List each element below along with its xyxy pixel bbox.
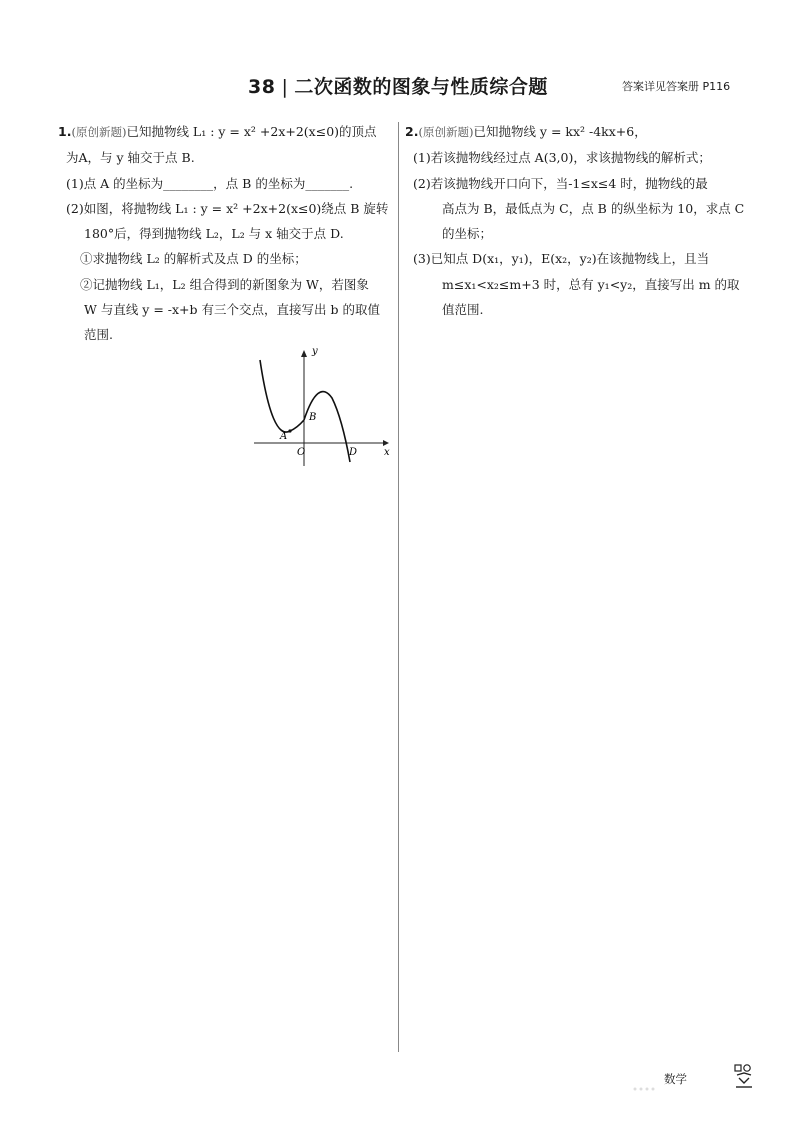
- point-d-label: D: [349, 447, 358, 458]
- question-1-sub-1: ①求抛物线 L₂ 的解析式及点 D 的坐标；: [80, 251, 307, 267]
- x-axis-label: x: [384, 447, 390, 458]
- question-2-line-1: [405, 119, 755, 145]
- subject-label: 数学: [664, 1072, 687, 1086]
- question-1-line-1: [58, 119, 390, 145]
- y-axis-arrow: [301, 350, 307, 357]
- page-title: [248, 72, 548, 99]
- question-1-sub-2: ②记抛物线 L₁，L₂ 组合得到的新图象为 W，若图象: [80, 276, 369, 292]
- page-header: [0, 70, 800, 104]
- question-2-part-1: (1)若该抛物线经过点 A(3,0)，求该抛物线的解析式；: [413, 150, 711, 166]
- question-2-part-3-end: 值范围.: [442, 302, 484, 318]
- title-separator: |: [281, 76, 289, 98]
- question-1: [58, 119, 390, 348]
- answer-reference: 答案详见答案册 P116: [622, 80, 731, 93]
- point-a-label: A: [280, 431, 288, 442]
- question-2-part-2: (2)若该抛物线开口向下，当-1≤x≤4 时，抛物线的最: [413, 175, 708, 191]
- parabola-figure: [250, 338, 395, 468]
- publisher-logo-icon: [734, 1064, 754, 1094]
- question-1-part-1: (1)点 A 的坐标为________，点 B 的坐标为_______.: [66, 175, 354, 191]
- parabola-graph: [250, 338, 395, 468]
- question-2-part-2-end: 的坐标；: [442, 226, 493, 242]
- question-1-part-2-cont: 180°后，得到抛物线 L₂，L₂ 与 x 轴交于点 D.: [84, 226, 344, 242]
- origin-label: O: [297, 447, 306, 458]
- question-1-sub-2-end: 范围.: [84, 327, 113, 343]
- question-2: [405, 119, 755, 322]
- question-2-part-3-cont: m≤x₁<x₂≤m+3 时，总有 y₁<y₂，直接写出 m 的取: [442, 276, 740, 292]
- footer-decoration: [632, 1077, 658, 1096]
- logo-icon: [734, 1064, 754, 1090]
- question-2-tag: (原创新题): [418, 125, 474, 139]
- question-2-number: 2.: [405, 124, 419, 139]
- point-b-label: B: [309, 412, 317, 423]
- column-divider: [398, 122, 399, 1052]
- question-2-part-3: (3)已知点 D(x₁，y₁)，E(x₂，y₂)在该抛物线上，且当: [413, 251, 710, 267]
- lesson-title: 二次函数的图象与性质综合题: [294, 76, 548, 98]
- question-1-stem: 已知抛物线 L₁ : y = x² +2x+2(x≤0)的顶点: [126, 124, 377, 139]
- question-1-number: 1.: [58, 124, 72, 139]
- point-a-dot: [288, 429, 291, 432]
- parabola-l2: [304, 392, 350, 462]
- question-2-stem: 已知抛物线 y = kx² -4kx+6，: [473, 124, 647, 139]
- question-2-part-2-cont: 高点为 B，最低点为 C，点 B 的纵坐标为 10，求点 C: [442, 200, 745, 216]
- question-1-line-2: 为A，与 y 轴交于点 B.: [66, 150, 195, 166]
- lesson-number: 38: [248, 76, 276, 98]
- question-1-part-2: (2)如图，将抛物线 L₁ : y = x² +2x+2(x≤0)绕点 B 旋转: [66, 200, 389, 216]
- x-axis-arrow: [383, 440, 389, 446]
- y-axis-label: y: [312, 346, 318, 357]
- question-1-tag: (原创新题): [71, 125, 127, 139]
- question-1-sub-2-cont: W 与直线 y = -x+b 有三个交点，直接写出 b 的取值: [84, 302, 380, 318]
- dots-decoration: [632, 1086, 658, 1092]
- parabola-l1: [260, 360, 304, 432]
